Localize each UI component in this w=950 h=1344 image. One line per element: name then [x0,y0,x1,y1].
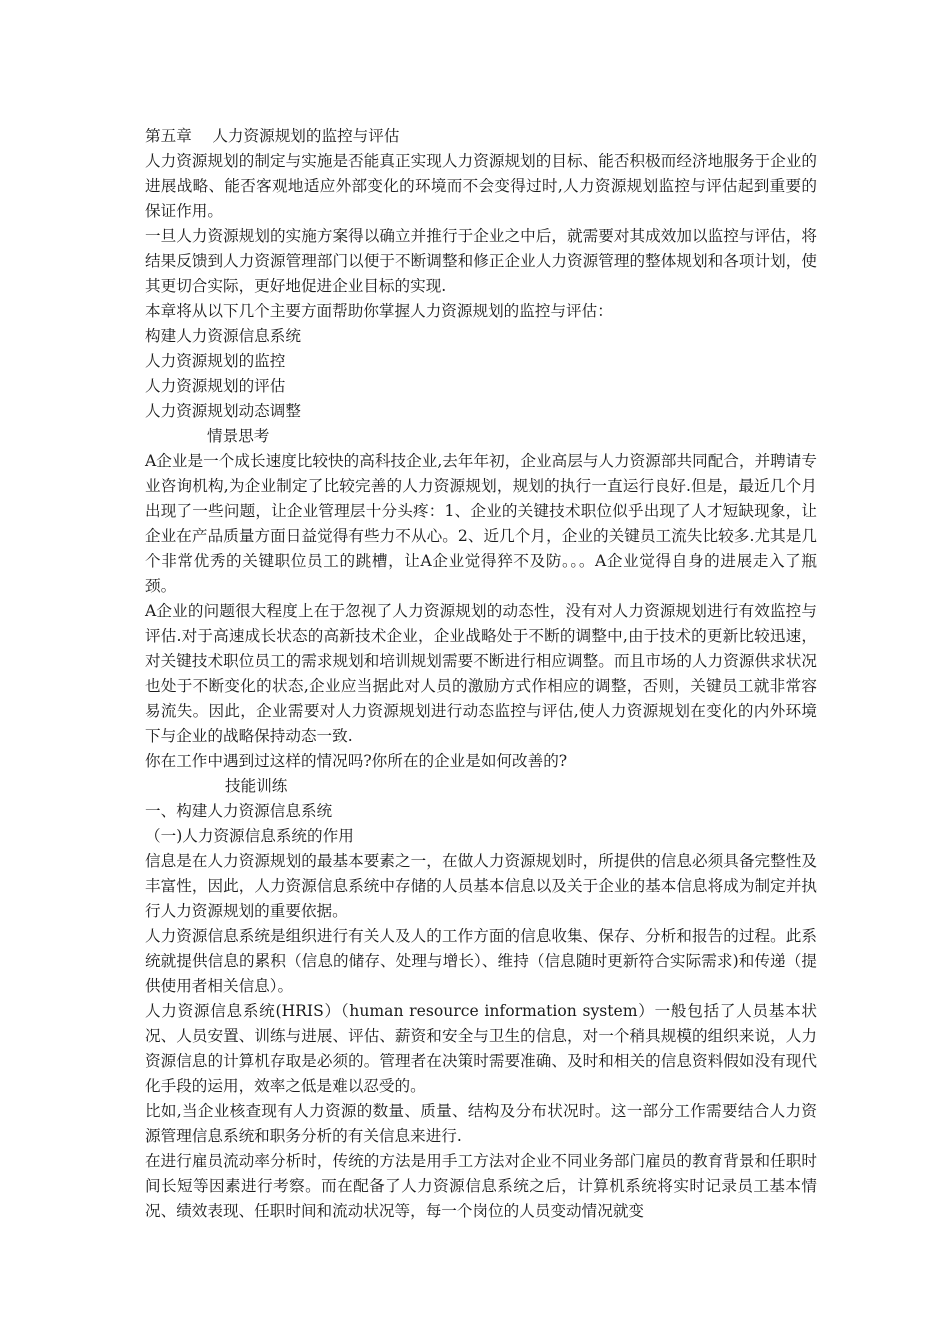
topic-item: 人力资源规划的评估 [145,377,286,395]
scenario-heading: 情景思考 [207,427,270,445]
training-paragraph: 人力资源信息系统(HRIS）（human resource information system）一般包括了人员基本状况、人员安置、训练与进展、评估、薪资和安全与卫生的信息，对一个稍具规模的组织来说，人力资源信息的计算机存取是必须的。管理者在决策时需要准确、及时和相关的信息资料假如没有现代化手段的运用，效率之低是难以忍受的。 [145,1002,817,1095]
topic-item: 构建人力资源信息系统 [145,327,301,345]
training-paragraph: 在进行雇员流动率分析时，传统的方法是用手工方法对企业不同业务部门雇员的教育背景和任职时间长短等因素进行考察。而在配备了人力资源信息系统之后，计算机系统将实时记录员工基本情况、绩效表现、任职时间和流动状况等，每一个岗位的人员变动情况就变 [145,1152,817,1220]
document-page [145,124,817,1224]
training-paragraph: 比如,当企业核查现有人力资源的数量、质量、结构及分布状况时。这一部分工作需要结合人力资源管理信息系统和职务分析的有关信息来进行. [145,1102,817,1145]
section-heading: 一、构建人力资源信息系统 [145,802,333,820]
topic-item: 人力资源规划的监控 [145,352,286,370]
scenario-question: 你在工作中遇到过这样的情况吗?你所在的企业是如何改善的? [145,752,568,770]
chapter-title: 第五章 人力资源规划的监控与评估 [145,127,400,145]
feedback-paragraph: 一旦人力资源规划的实施方案得以确立并推行于企业之中后，就需要对其成效加以监控与评估，将结果反馈到人力资源管理部门以便于不断调整和修正企业人力资源管理的整体规划和各项计划，使其更切合实际，更好地促进企业目标的实现. [145,227,817,295]
scenario-analysis-paragraph: A企业的问题很大程度上在于忽视了人力资源规划的动态性，没有对人力资源规划进行有效监控与评估.对于高速成长状态的高新技术企业，企业战略处于不断的调整中,由于技术的更新比较迅速，对关键技术职位员工的需求规划和培训规划需要不断进行相应调整。而且市场的人力资源供求状况也处于不断变化的状态,企业应当据此对人员的激励方式作相应的调整，否则，关键员工就非常容易流失。因此，企业需要对人力资源规划进行动态监控与评估,使人力资源规划在变化的内外环境下与企业的战略保持动态一致. [145,602,817,745]
training-heading: 技能训练 [225,777,288,795]
scenario-case-paragraph: A企业是一个成长速度比较快的高科技企业,去年年初，企业高层与人力资源部共同配合，并聘请专业咨询机构,为企业制定了比较完善的人力资源规划，规划的执行一直运行良好.但是，最近几个月出现了一些问题，让企业管理层十分头疼：1、企业的关键技术职位似乎出现了人才短缺现象，让企业在产品质量方面日益觉得有些力不从心。2、近几个月，企业的关键员工流失比较多.尤其是几个非常优秀的关键职位员工的跳槽，让A企业觉得猝不及防。。。A企业觉得自身的进展走入了瓶颈。 [145,452,817,595]
training-paragraph: 人力资源信息系统是组织进行有关人及人的工作方面的信息收集、保存、分析和报告的过程。此系统就提供信息的累积（信息的储存、处理与增长）、维持（信息随时更新符合实际需求)和传递（提供使用者相关信息）。 [145,927,817,995]
training-paragraph: 信息是在人力资源规划的最基本要素之一，在做人力资源规划时，所提供的信息必须具备完整性及丰富性，因此，人力资源信息系统中存储的人员基本信息以及关于企业的基本信息将成为制定并执行人力资源规划的重要依据。 [145,852,817,920]
subsection-heading: （一)人力资源信息系统的作用 [145,827,354,845]
intro-paragraph: 人力资源规划的制定与实施是否能真正实现人力资源规划的目标、能否积极而经济地服务于企业的进展战略、能否客观地适应外部变化的环境而不会变得过时,人力资源规划监控与评估起到重要的保证作用。 [145,152,817,220]
chapter-overview-paragraph: 本章将从以下几个主要方面帮助你掌握人力资源规划的监控与评估： [145,302,613,320]
topic-item: 人力资源规划动态调整 [145,402,301,420]
